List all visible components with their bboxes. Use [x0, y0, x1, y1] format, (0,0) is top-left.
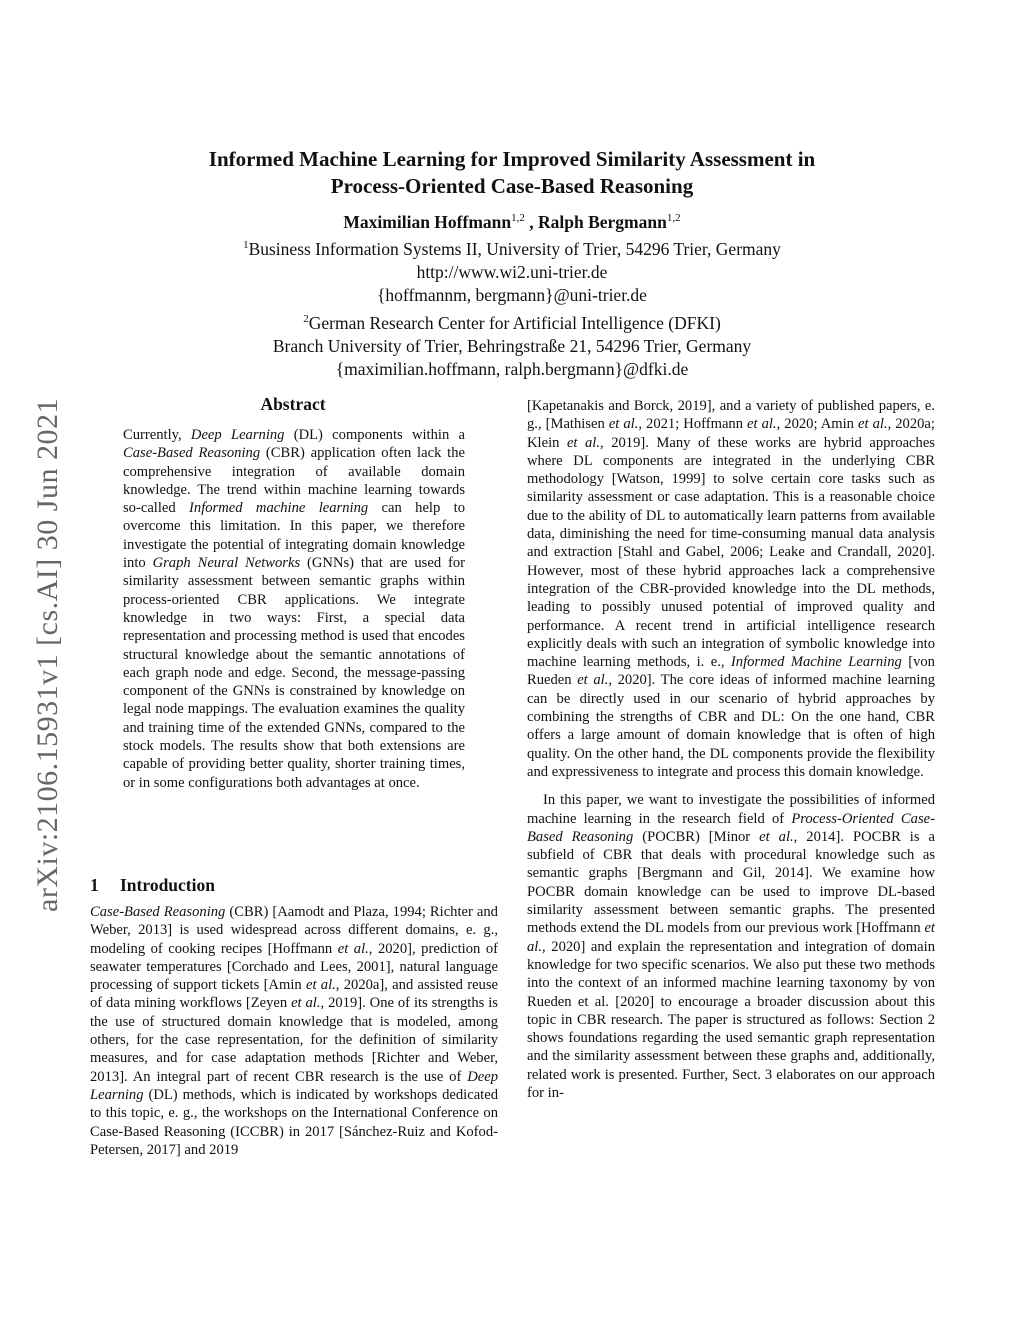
affiliation-2: $^2$German Research Center for Artificial Intelligence (DFKI)	[303, 312, 721, 333]
abstract-heading: Abstract	[260, 394, 326, 414]
section-title: Introduction	[120, 875, 215, 895]
author-separator: ,	[524, 211, 538, 232]
affiliation-2-address: Branch University of Trier, Behringstraße 21, 54296 Trier, Germany	[272, 335, 752, 356]
right-column	[527, 397, 935, 1102]
introduction-paragraph-2: In this paper, we want to investigate the possibilities of informed machine learning in the research field of Process-Oriented Case-Based Reasoning (POCBR) [Minor et al., 2014]. POCBR is a subfield of CBR that deals with procedural knowledge such as semantic graphs [Bergmann and Gil, 2014]. We examine how POCBR domain knowledge can be used to improve DL-based similarity assessment between semantic graphs. The presented methods extend the DL models from our previous work [Hoffmann et al., 2020] and explain the representation and integration of domain knowledge for two specific scenarios. We also put these two methods into the context of an informed machine learning taxonomy by von Rueden et al. [2020] to encourage a broader discussion about this topic in CBR research. The paper is structured as follows: Section 2 shows foundations regarding the used semantic graph representation and the similarity assessment between these graphs and, additionally, related work is presented. Further, Sect. 3 elaborates on our approach for in-	[527, 792, 935, 1101]
abstract-text: Currently, Deep Learning (DL) components within a Case-Based Reasoning (CBR) application often lack the comprehensive integration of available domain knowledge. The trend within machine learning towards so-called Informed machine learning can help to overcome this limitation. In this paper, we therefore investigate the potential of integrating domain knowledge into Graph Neural Networks (GNNs) that are used for similarity assessment between semantic graphs within process-oriented CBR applications. We integrate knowledge in two ways: First, a special data representation and processing method is used that encodes structural knowledge about the semantic annotations of each graph node and edge. Second, the message-passing component of the GNNs is constrained by knowledge on legal node mappings. The evaluation examines the quality and training time of the extended GNNs, compared to the stock models. The results show that both extensions are capable of providing better quality, shorter training times, or in some configurations both advantages at once.	[123, 427, 466, 791]
paper-title	[90, 146, 934, 200]
title-line-1: Informed Machine Learning for Improved Similarity Assessment in	[208, 147, 816, 171]
affiliation-url: http://www.wi2.uni-trier.de	[416, 262, 608, 283]
affiliation-marker: 1	[243, 239, 249, 251]
affiliation-marker: 2	[303, 312, 309, 325]
title-line-2: Process-Oriented Case-Based Reasoning	[330, 174, 694, 198]
section-heading-introduction	[90, 875, 500, 896]
introduction-paragraph-1: Case-Based Reasoning (CBR) [Aamodt and Plaza, 1994; Richter and Weber, 2013] is used widespread across different domains, e. g., modeling of cooking recipes [Hoffmann et al., 2020], prediction of seawater temperatures [Corchado and Lees, 2001], natural language processing of support tickets [Amin et al., 2020a], and assisted reuse of data mining workflows [Zeyen et al., 2019]. One of its strengths is the use of structured domain knowledge that is modeled, among others, for the case representation, for the definition of similarity measures, and for case adaptation methods [Richter and Weber, 2013]. An integral part of recent CBR research is the use of Deep Learning (DL) methods, which is indicated by workshops dedicated to this topic, e. g., the workshops on the International Conference on Case-Based Reasoning (ICCBR) in 2017 [Sánchez-Ruiz and Kofod-Petersen, 2017] and 2019	[90, 904, 499, 1158]
author-name: Ralph Bergmann	[538, 211, 667, 232]
affiliations	[90, 234, 934, 381]
author-affiliation-marker: 1,2	[666, 212, 681, 224]
affiliation-email-1: {hoffmannm, bergmann}@uni-trier.de	[377, 285, 647, 306]
arxiv-identifier-stamp: arXiv:2106.15931v1 [cs.AI] 30 Jun 2021	[31, 398, 64, 912]
affiliation-email-2: {maximilian.hoffmann, ralph.bergmann}@dfki.de	[335, 359, 689, 380]
author-affiliation-marker: 1,2	[511, 212, 525, 224]
author-list	[90, 206, 934, 234]
section-number: 1	[90, 875, 99, 895]
introduction-paragraph-1-continued: [Kapetanakis and Borck, 2019], and a variety of published papers, e. g., [Mathisen et al., 2021; Hoffmann et al., 2020; Amin et al., 2020a; Klein et al., 2019]. Many of these works are hybrid approaches where DL components are integrated in the underlying CBR methodology [Watson, 1999] to solve certain core tasks such as similarity assessment or case adaptation. This is a reasonable choice due to the ability of DL to automatically learn patterns from available data, diminishing the need for time-consuming manual data analysis and extraction [Stahl and Gabel, 2006; Leake and Crandall, 2020]. However, most of these hybrid approaches lack a comprehensive integration of the CBR-provided knowledge into the DL methods, leading to possibly unused potential of improved quality and performance. A recent trend in artificial intelligence research explicitly deals with such an integration of symbolic knowledge into machine learning methods, i. e., Informed Machine Learning [von Rueden et al., 2020]. The core ideas of informed machine learning can be directly used in our scenario of hybrid approaches by combining the strengths of CBR and DL: On the one hand, CBR offers a large amount of domain knowledge that is often of high quality. On the other hand, the DL components provide the flexibility and expressiveness to integrate and process this domain knowledge.	[527, 398, 936, 780]
author-name: Maximilian Hoffmann	[343, 211, 512, 232]
affiliation-1: $^1$Business Information Systems II, University of Trier, 54296 Trier, Germany	[243, 238, 781, 259]
